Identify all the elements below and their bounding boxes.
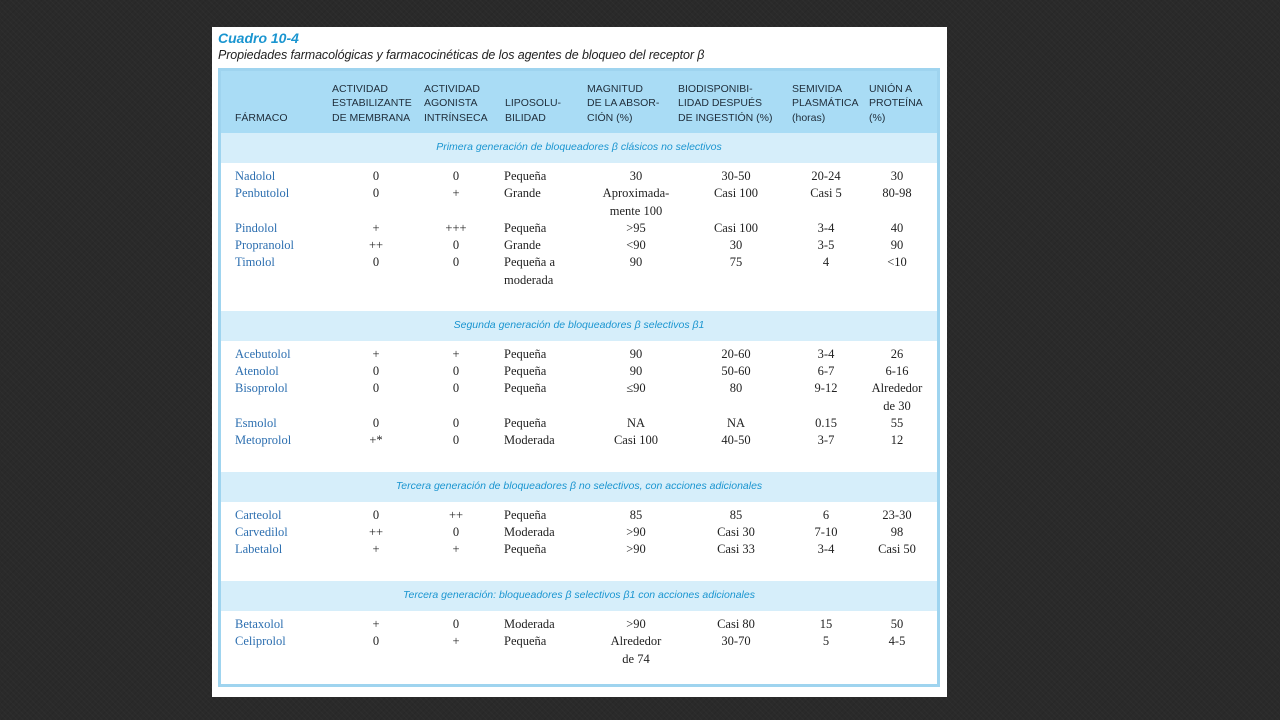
table-cell: Pequeña xyxy=(504,169,547,183)
table-cell: 20-60 xyxy=(721,347,751,361)
drug-name: Bisoprolol xyxy=(235,381,288,395)
table-cell: 6 xyxy=(822,508,830,522)
column-header: ACTIVIDAD AGONISTA INTRÍNSECA xyxy=(424,82,488,124)
table-cell: Moderada xyxy=(504,525,555,539)
table-cell: 80-98 xyxy=(882,186,912,200)
drug-name: Propranolol xyxy=(235,238,295,252)
table-cell: ++ xyxy=(448,508,464,522)
table-cell: Casi 100 xyxy=(713,221,759,235)
table-row xyxy=(221,633,937,667)
table-cell: 0.15 xyxy=(815,416,837,430)
table-cell: 0 xyxy=(452,364,460,378)
drug-name: Carvedilol xyxy=(235,525,288,539)
table-cell: 0 xyxy=(372,255,380,269)
table-cell: 0 xyxy=(452,525,460,539)
table-cell: Pequeña xyxy=(504,542,547,556)
table-cell: 30-50 xyxy=(721,169,751,183)
table-cell: Moderada xyxy=(504,433,555,447)
table-cell: 26 xyxy=(890,347,904,361)
table-cell: 0 xyxy=(372,169,380,183)
drug-name: Acebutolol xyxy=(235,347,291,361)
column-header: BIODISPONIBI- LIDAD DESPUÉS DE INGESTIÓN (%) xyxy=(678,82,773,124)
column-header: MAGNITUD DE LA ABSOR- CIÓN (%) xyxy=(587,82,660,124)
generation-label: Tercera generación: bloqueadores β selectivos β1 con acciones adicionales xyxy=(403,589,755,601)
table-cell: 6-16 xyxy=(885,364,909,378)
table-cell: 5 xyxy=(822,634,830,648)
table-cell: NA xyxy=(726,416,746,430)
table-cell: Casi 50 xyxy=(878,542,916,556)
table-cell: 90 xyxy=(629,347,643,361)
table-cell: Pequeña a moderada xyxy=(504,255,556,287)
table-title: Propiedades farmacológicas y farmacocinéticas de los agentes de bloqueo del receptor β xyxy=(218,48,705,62)
table-cell: 15 xyxy=(819,617,833,631)
table-cell: >95 xyxy=(626,221,646,235)
table-cell: 3-5 xyxy=(817,238,835,252)
drug-name: Esmolol xyxy=(235,416,277,430)
table-cell: 0 xyxy=(452,416,460,430)
table-cell: 23-30 xyxy=(882,508,912,522)
table-row xyxy=(221,541,937,575)
table-cell: 0 xyxy=(452,433,460,447)
table-cell: Casi 30 xyxy=(717,525,755,539)
table-cell: 0 xyxy=(452,381,460,395)
table-cell: + xyxy=(452,347,460,361)
table-cell: 4-5 xyxy=(888,634,906,648)
table-cell: >90 xyxy=(626,525,646,539)
table-cell: +* xyxy=(369,433,383,447)
table-cell: Casi 5 xyxy=(810,186,842,200)
table-cell: Pequeña xyxy=(504,364,547,378)
table-cell: + xyxy=(452,634,460,648)
generation-header xyxy=(221,581,937,611)
table-cell: <10 xyxy=(887,255,907,269)
table-cell: 7-10 xyxy=(814,525,838,539)
table-cell: 3-4 xyxy=(817,221,835,235)
drug-name: Pindolol xyxy=(235,221,278,235)
table-cell: 40-50 xyxy=(721,433,751,447)
table-cell: 0 xyxy=(452,617,460,631)
table-cell: +++ xyxy=(445,221,467,235)
table-header xyxy=(221,71,937,133)
table-row xyxy=(221,380,937,414)
table-cell: 0 xyxy=(372,381,380,395)
table-cell: Pequeña xyxy=(504,508,547,522)
pharmacology-table xyxy=(218,68,940,687)
table-cell: + xyxy=(452,542,460,556)
generation-header xyxy=(221,311,937,341)
table-cell: 0 xyxy=(452,238,460,252)
column-header: FÁRMACO xyxy=(235,111,288,124)
table-cell: 30 xyxy=(890,169,904,183)
column-header: ACTIVIDAD ESTABILIZANTE DE MEMBRANA xyxy=(332,82,412,124)
table-cell: Pequeña xyxy=(504,347,547,361)
drug-name: Nadolol xyxy=(235,169,276,183)
table-cell: 0 xyxy=(372,634,380,648)
table-cell: + xyxy=(372,617,380,631)
drug-name: Penbutolol xyxy=(235,186,290,200)
table-cell: Casi 100 xyxy=(713,186,759,200)
drug-name: Betaxolol xyxy=(235,617,284,631)
drug-name: Labetalol xyxy=(235,542,283,556)
table-cell: 98 xyxy=(890,525,904,539)
table-cell: Grande xyxy=(504,238,541,252)
table-number: Cuadro 10-4 xyxy=(218,30,299,46)
table-cell: ++ xyxy=(368,525,384,539)
table-cell: 12 xyxy=(890,433,904,447)
table-cell: Casi 33 xyxy=(717,542,755,556)
table-cell: 4 xyxy=(822,255,830,269)
table-cell: Pequeña xyxy=(504,634,547,648)
table-cell: >90 xyxy=(626,542,646,556)
table-cell: ++ xyxy=(368,238,384,252)
table-cell: + xyxy=(452,186,460,200)
column-header: SEMIVIDA PLASMÁTICA (horas) xyxy=(792,82,859,124)
column-header: LIPOSOLU- BILIDAD xyxy=(505,97,562,124)
table-cell: Pequeña xyxy=(504,416,547,430)
drug-name: Timolol xyxy=(235,255,275,269)
table-cell: + xyxy=(372,542,380,556)
table-cell: Pequeña xyxy=(504,221,547,235)
column-header: UNIÓN A PROTEÍNA (%) xyxy=(869,82,923,124)
table-cell: 40 xyxy=(890,221,904,235)
table-row xyxy=(221,185,937,219)
generation-header xyxy=(221,472,937,502)
generation-header xyxy=(221,133,937,163)
table-row xyxy=(221,254,937,288)
table-cell: 85 xyxy=(629,508,643,522)
table-cell: 30 xyxy=(729,238,743,252)
table-cell: 90 xyxy=(629,364,643,378)
table-cell: 55 xyxy=(890,416,904,430)
table-cell: + xyxy=(372,347,380,361)
drug-name: Carteolol xyxy=(235,508,282,522)
table-cell: Alrededor de 30 xyxy=(871,381,923,413)
table-cell: Casi 100 xyxy=(613,433,659,447)
table-cell: Pequeña xyxy=(504,381,547,395)
table-cell: Aproximada- mente 100 xyxy=(602,186,670,218)
table-cell: 85 xyxy=(729,508,743,522)
table-cell: 0 xyxy=(452,255,460,269)
table-cell: Moderada xyxy=(504,617,555,631)
table-cell: Casi 80 xyxy=(717,617,755,631)
table-cell: 3-4 xyxy=(817,347,835,361)
drug-name: Atenolol xyxy=(235,364,279,378)
drug-name: Celiprolol xyxy=(235,634,286,648)
table-cell: 0 xyxy=(372,186,380,200)
table-cell: 50-60 xyxy=(721,364,751,378)
generation-label: Tercera generación de bloqueadores β no selectivos, con acciones adicionales xyxy=(395,480,763,492)
table-cell: 75 xyxy=(729,255,743,269)
table-cell: 0 xyxy=(452,169,460,183)
table-cell: 3-7 xyxy=(817,433,835,447)
table-cell: 0 xyxy=(372,416,380,430)
generation-label: Segunda generación de bloqueadores β selectivos β1 xyxy=(453,319,705,331)
table-image xyxy=(212,27,947,697)
table-cell: 30-70 xyxy=(721,634,751,648)
table-cell: <90 xyxy=(626,238,646,252)
table-cell: 0 xyxy=(372,364,380,378)
table-cell: + xyxy=(372,221,380,235)
table-cell: 90 xyxy=(890,238,904,252)
generation-label: Primera generación de bloqueadores β clásicos no selectivos xyxy=(436,141,722,153)
table-cell: 50 xyxy=(890,617,904,631)
table-cell: Grande xyxy=(504,186,541,200)
drug-name: Metoprolol xyxy=(235,433,292,447)
table-cell: 3-4 xyxy=(817,542,835,556)
table-cell: 90 xyxy=(629,255,643,269)
table-cell: Alrededor de 74 xyxy=(610,634,662,666)
table-cell: 9-12 xyxy=(814,381,838,395)
table-cell: 80 xyxy=(729,381,743,395)
table-cell: 20-24 xyxy=(811,169,841,183)
table-cell: >90 xyxy=(626,617,646,631)
table-row xyxy=(221,432,937,466)
table-cell: 0 xyxy=(372,508,380,522)
table-cell: 6-7 xyxy=(817,364,835,378)
table-cell: ≤90 xyxy=(626,381,646,395)
table-cell: NA xyxy=(626,416,646,430)
table-cell: 30 xyxy=(629,169,643,183)
